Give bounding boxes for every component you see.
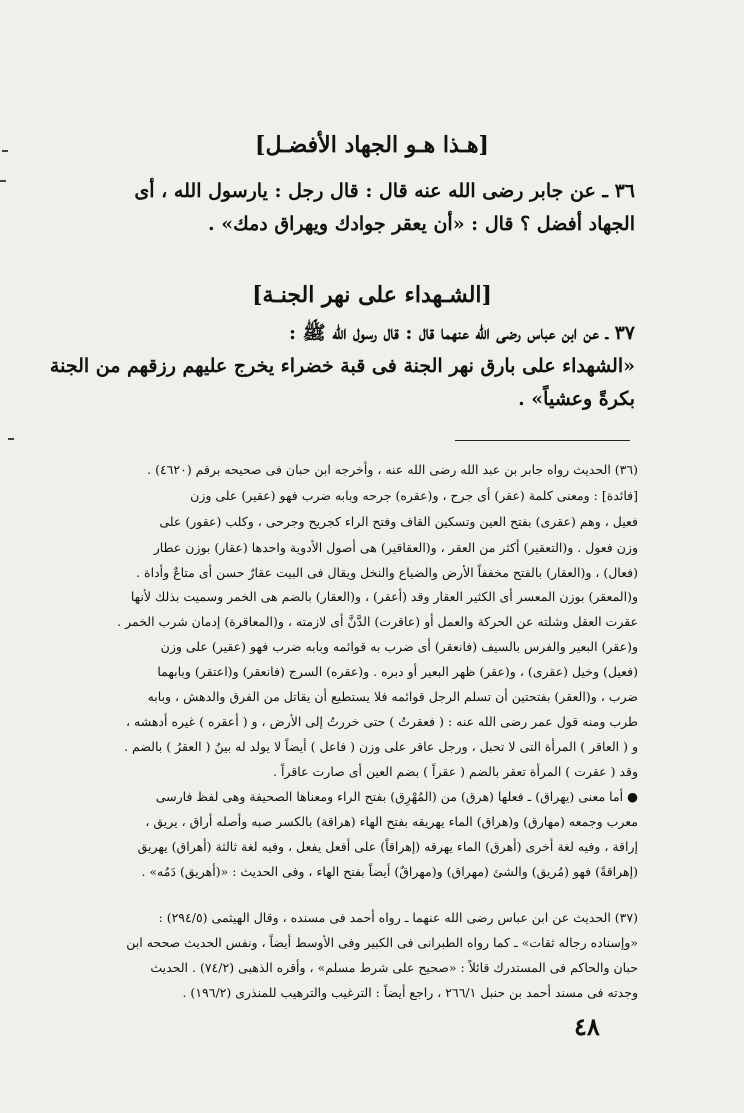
- footnote-line: إراقة ، وفيه لغة أخرى (أهرق) الماء يهرقه (إهراقاً) على أفعل يفعل ، وفيه لغة ثالثة (أهراق) يهريق: [137, 839, 638, 854]
- footnote-line: ضرب ، و(العقر) بفتحتين أن تسلم الرجل قوائمه فلا يستطيع أن يقاتل من الفرق والدهش ، وبابه: [147, 689, 638, 704]
- footnote-line: ● أما معنى (يهراق) ـ فعلها (هرق) من (المُهْرِق) بفتح الراء ومعناها الصحيفة وهى لفظ فارسى: [155, 789, 638, 804]
- footnote-line: طرب ومنه قول عمر رضى الله عنه : ( فعقرتُ ) حتى خررتُ إلى الأرض ، و ( أعقره ) غيره أدهشه ،: [125, 714, 638, 729]
- footnote-divider: [455, 440, 630, 441]
- hadith-37-line: ٣٧ ـ عن ابن عباس رضى الله عنهما قال : قال رسول الله ﷺ :: [289, 322, 635, 344]
- section-heading-1: [هـذا هـو الجهاد الأفضـل]: [255, 132, 489, 158]
- footnote-line: و ( العاقر ) المرأة التى لا تحبل ، ورجل عاقر على وزن ( فاعل ) أيضاً لا يولد له بينُ ( العقرُ ) بالضم .: [124, 739, 638, 754]
- footnote-line: (٣٦) الحديث رواه جابر بن عبد الله رضى الله عنه ، وأخرجه ابن حبان فى صحيحه برقم (٤٦٢٠) .: [147, 462, 638, 477]
- footnote-line: (٣٧) الحديث عن ابن عباس رضى الله عنهما ـ رواه أحمد فى مسنده ، وقال الهيثمى (٢٩٤/٥) :: [158, 910, 638, 925]
- hadith-36-line: ٣٦ ـ عن جابر رضى الله عنه قال : قال رجل : يارسول الله ، أى: [134, 180, 635, 202]
- footnote-line: [فائدة] : ومعنى كلمة (عقر) أى جرح ، و(عقره) جرحه وبابه ضرب فهو (عقير) على وزن: [190, 488, 638, 503]
- footnote-line: حبان والحاكم فى المستدرك قائلاً : «صحيح على شرط مسلم» ، وأقره الذهبى (٧٤/٢) . الحديث: [150, 960, 638, 975]
- footnote-line: (إهراقةً) فهو (مُريق) والشئ (مهراق) و(مهراقٌ) أيضاً بفتح الهاء ، وفى الحديث : «(أهريق) دَمُه» .: [141, 864, 638, 879]
- footnote-line: فعيل ، وهم (عقرى) بفتح العين وتسكين القاف وفتح الراء كجريح وجرحى ، وكلب (عقور) على: [159, 514, 638, 529]
- footnote-line: و(المعقر) بوزن المعسر أى الكثير العقار وقد (أعقر) ، و(العقار) بالضم هى الخمر وسميت بذلك لأنها: [130, 589, 638, 604]
- footnote-line: «وإسناده رجاله ثقات» ـ كما رواه الطبرانى فى الكبير وفى الأوسط أيضاً ، ونفس الحديث صححه ابن: [126, 935, 638, 950]
- scan-mark: [8, 438, 14, 440]
- footnote-line: وزن فعول . و(التعقير) أكثر من العقر ، و(العقاقير) هى أصول الأدوية واحدها (عقار) بوزن عطار: [153, 540, 638, 555]
- hadith-37-line: «الشهداء على بارق نهر الجنة فى قبة خضراء يخرج عليهم رزقهم من الجنة: [49, 355, 635, 377]
- footnote-line: وجدته فى مسند أحمد بن حنبل ٢٦٦/١ ، راجع أيضاً : الترغيب والترهيب للمنذرى (١٩٦/٢) .: [182, 985, 638, 1000]
- footnote-line: (فعال) ، و(العقار) بالفتح مخففاً الأرض والضياع والنخل ويقال فى البيت عقارٌ حسن أى متاعٌ وأداة .: [136, 565, 638, 580]
- footnote-line: و(عقر) البعير والفرس بالسيف (فانعقر) أى ضرب به قوائمه وبابه ضرب فهو (عقير) على وزن: [160, 639, 638, 654]
- scan-mark: [0, 180, 6, 182]
- footnote-line: وقد ( عقرت ) المرأة تعقر بالضم ( عقراً ) بضم العين أى صارت عاقراً .: [273, 764, 638, 779]
- footnote-line: معرب وجمعه (مهارق) و(هراق) الماء يهريقه بفتح الهاء (هراقة) بالكسر صبه وأصله أراق ، يريق ،: [145, 814, 638, 829]
- hadith-36-line: الجهاد أفضل ؟ قال : «أن يعقر جوادك ويهراق دمك» .: [208, 213, 635, 235]
- footnote-line: (فعيل) وخيل (عقرى) ، و(عقر) ظهر البعير أو دبره . و(عقره) السرج (فانعقر) و(اعتقر) وبابهما: [157, 664, 638, 679]
- page-number: ٤٨: [574, 1012, 600, 1041]
- hadith-37-line: بكرةً وعشياً» .: [518, 388, 635, 410]
- section-heading-2: [الشـهداء على نهر الجنـة]: [252, 282, 492, 308]
- footnote-line: عقرت العقل وشلته عن الحركة والعمل أو (عاقرت) الدَّنَّ أى لازمته ، و(المعاقرة) إدمان شرب الخمر .: [117, 614, 638, 629]
